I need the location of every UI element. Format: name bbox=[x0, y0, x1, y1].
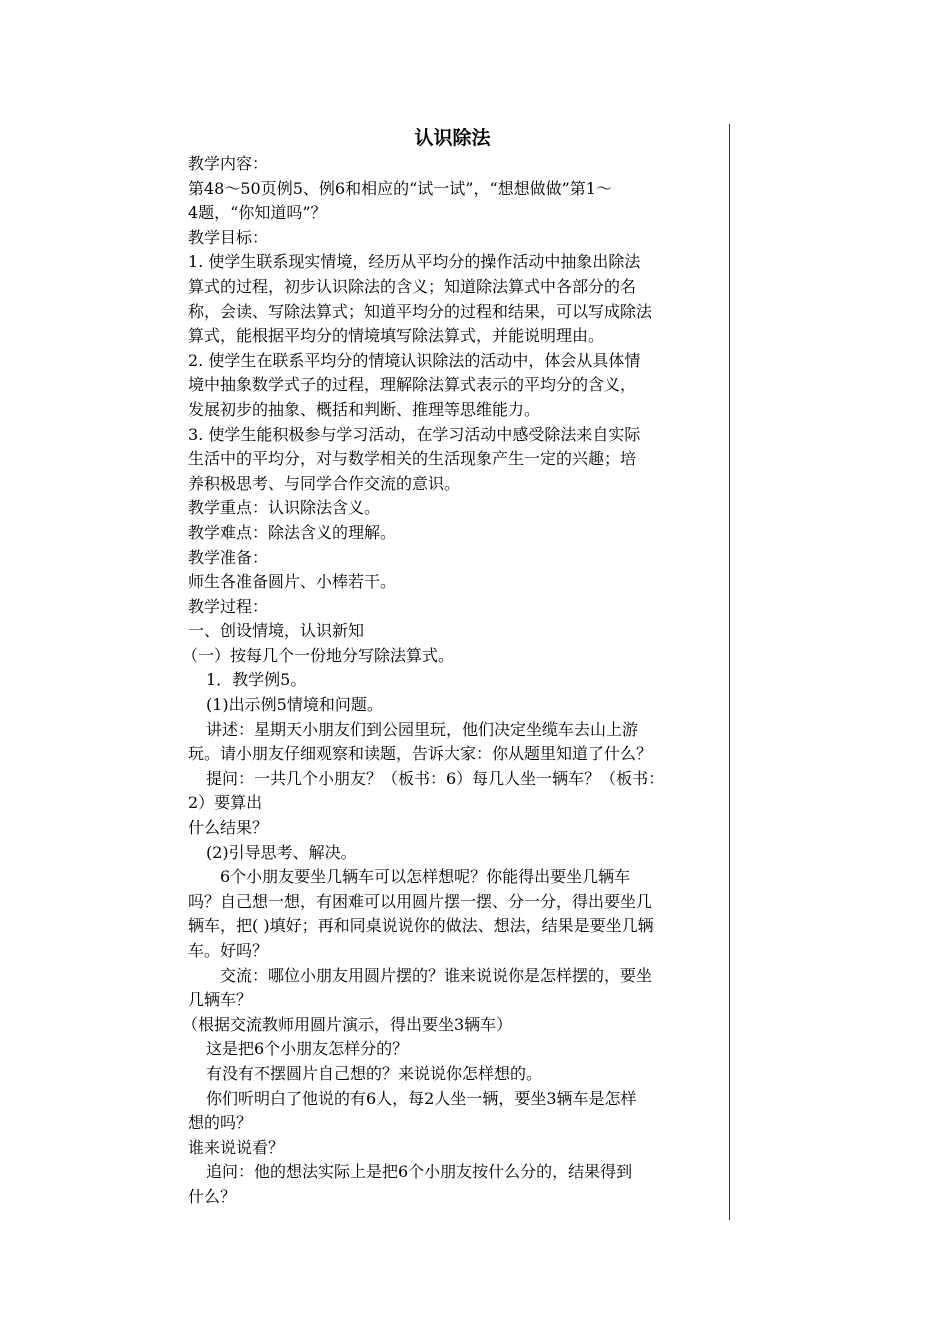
text-line: 教学内容： bbox=[188, 154, 269, 173]
text-line: 算式，能根据平均分的情境填写除法算式，并能说明理由。 bbox=[188, 326, 605, 346]
text-line: 1. 使学生联系现实情境，经历从平均分的操作活动中抽象出除法 bbox=[188, 252, 641, 272]
text-line: （根据交流教师用圆片演示，得出要坐3辆车） bbox=[182, 1014, 513, 1034]
text-line: 车。好吗？ bbox=[188, 941, 269, 960]
text-line: 第48～50页例5、例6和相应的“试一试”，“想想做做”第1～ bbox=[188, 178, 612, 198]
text-line: 3. 使学生能积极参与学习活动，在学习活动中感受除法来自实际 bbox=[188, 424, 641, 444]
text-line: 教学难点：除法含义的理解。 bbox=[188, 522, 397, 542]
text-line: 生活中的平均分，对与数学相关的生活现象产生一定的兴趣；培 bbox=[188, 449, 637, 469]
text-line: 追问：他的想法实际上是把6个小朋友按什么分的，结果得到 bbox=[206, 1162, 633, 1182]
text-line: 交流：哪位小朋友用圆片摆的？谁来说说你是怎样摆的，要坐 bbox=[220, 965, 653, 985]
text-line: 发展初步的抽象、概括和判断、推理等思维能力。 bbox=[188, 399, 541, 419]
text-line: 教学过程： bbox=[188, 596, 269, 616]
text-line: 什么？ bbox=[188, 1186, 237, 1206]
text-line: 谁来说说看？ bbox=[188, 1137, 285, 1157]
text-line: 一、创设情境，认识新知 bbox=[188, 621, 365, 641]
text-line: 算式的过程，初步认识除法的含义；知道除法算式中各部分的名 bbox=[188, 276, 637, 296]
text-line: 讲述：星期天小朋友们到公园里玩，他们决定坐缆车去山上游 bbox=[206, 719, 639, 739]
text-line: 吗？自己想一想，有困难可以用圆片摆一摆、分一分，得出要坐几 bbox=[188, 891, 653, 911]
text-line: 境中抽象数学式子的过程，理解除法算式表示的平均分的含义， bbox=[188, 375, 637, 395]
text-line: （一）按每几个一份地分写除法算式。 bbox=[182, 645, 455, 665]
text-line: 4题，“你知道吗”？ bbox=[188, 203, 327, 223]
text-line: 这是把6个小朋友怎样分的？ bbox=[206, 1039, 409, 1059]
text-line: 1．教学例5。 bbox=[206, 670, 307, 690]
text-line: 称，会读、写除法算式；知道平均分的过程和结果，可以写成除法 bbox=[188, 301, 653, 321]
text-line: 你们听明白了他说的有6人，每2人坐一辆，要坐3辆车是怎样 bbox=[206, 1088, 637, 1108]
text-line: (2)引导思考、解决。 bbox=[206, 842, 357, 862]
document-page bbox=[182, 124, 730, 1220]
text-line: 想的吗？ bbox=[188, 1113, 253, 1133]
text-line: 辆车，把( )填好；再和同桌说说你的做法、想法，结果是要坐几辆 bbox=[188, 916, 654, 936]
text-line: 养积极思考、与同学合作交流的意识。 bbox=[188, 473, 461, 493]
text-line: 2. 使学生在联系平均分的情境认识除法的活动中，体会从具体情 bbox=[188, 350, 641, 370]
document-title: 认识除法 bbox=[414, 127, 491, 149]
text-line: 教学准备： bbox=[188, 547, 269, 567]
text-line: (1)出示例5情境和问题。 bbox=[206, 695, 383, 715]
text-line: 有没有不摆圆片自己想的？来说说你怎样想的。 bbox=[206, 1063, 543, 1083]
text-line: 玩。请小朋友仔细观察和读题，告诉大家：你从题里知道了什么？ bbox=[188, 744, 653, 764]
text-line: 几辆车？ bbox=[188, 990, 253, 1010]
text-line: 什么结果？ bbox=[188, 818, 269, 838]
text-line: 提问：一共几个小朋友？（板书：6）每几人坐一辆车？（板书： bbox=[206, 768, 665, 788]
text-line: 教学重点：认识除法含义。 bbox=[188, 498, 381, 518]
text-line: 教学目标： bbox=[188, 227, 269, 247]
text-line: 6个小朋友要坐几辆车可以怎样想呢？你能得出要坐几辆车 bbox=[220, 867, 631, 887]
text-line: 2）要算出 bbox=[188, 793, 263, 813]
text-line: 师生各准备圆片、小棒若干。 bbox=[188, 572, 397, 592]
